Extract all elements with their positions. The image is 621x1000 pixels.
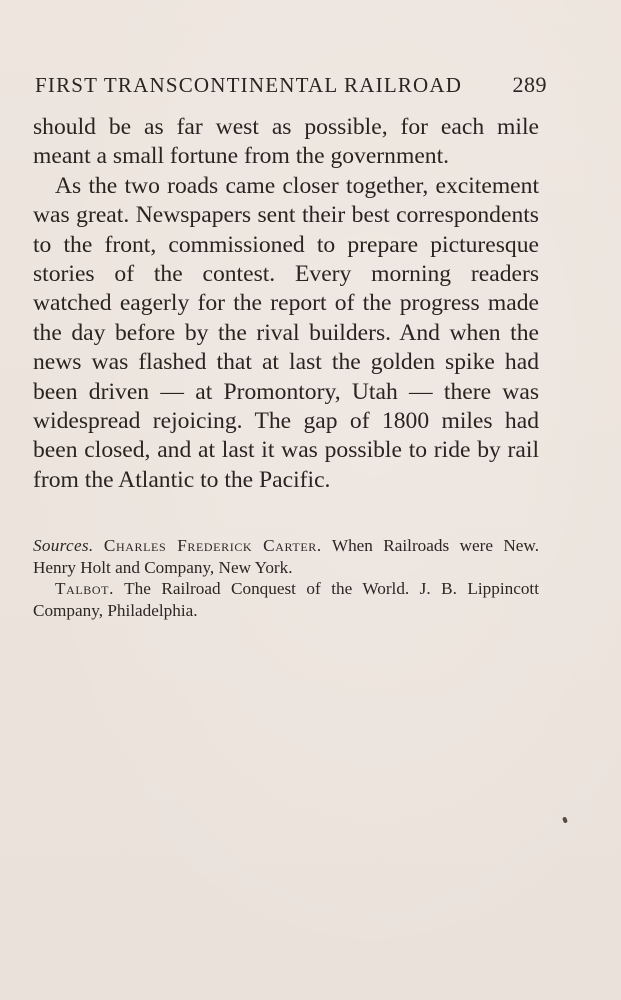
- sources-label: Sources.: [33, 536, 94, 555]
- source-entry: [33, 535, 539, 578]
- page-header: [35, 72, 547, 98]
- source-title: The Railroad Conquest of the World. J. B. Lippincott Company, Philadelphia.: [33, 579, 539, 620]
- page-number: 289: [512, 72, 547, 97]
- body-text: [33, 113, 539, 495]
- paper-speck: [562, 816, 568, 823]
- source-author: Charles Frederick Carter.: [103, 536, 322, 555]
- paragraph-main: As the two roads came closer together, excitement was great. Newspapers sent their best correspondents to the front, commissioned to prepare picturesque stories of the contest. Every morning readers watched eagerly for the report of the progress made the day before by the rival builders. And when the news was flashed that at last the golden spike had been driven — at Promontory, Utah — there was widespread rejoicing. The gap of 1800 miles had been closed, and at last it was possible to ride by rail from the Atlantic to the Pacific.: [33, 172, 539, 493]
- sources-section: [33, 535, 539, 621]
- source-author: Talbot.: [55, 579, 114, 598]
- source-title: When Railroads were New. Henry Holt and Company, New York.: [33, 536, 539, 577]
- paragraph-continuation: should be as far west as possible, for each mile meant a small fortune from the government.: [33, 114, 539, 170]
- running-title: FIRST TRANSCONTINENTAL RAILROAD: [35, 73, 463, 97]
- source-entry: [33, 578, 539, 621]
